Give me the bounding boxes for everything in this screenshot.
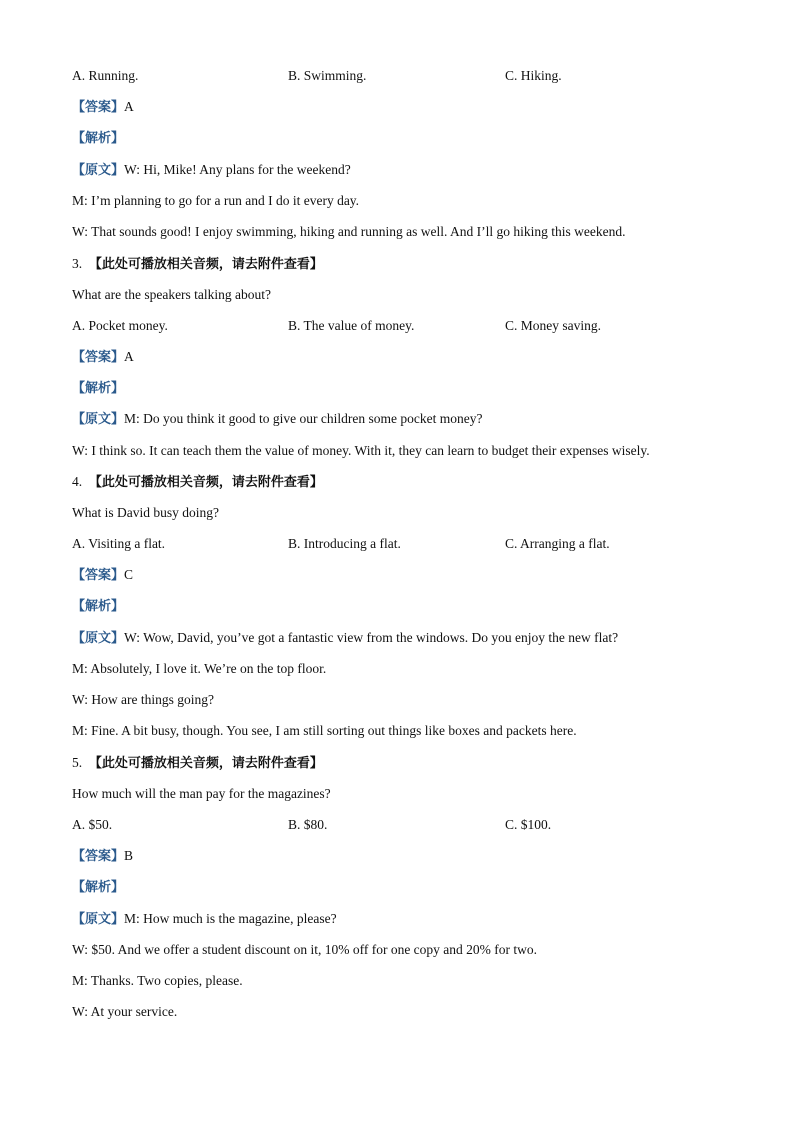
q3-analysis [72, 379, 124, 398]
q3-answer-value: A [124, 349, 134, 364]
q3-number: 3. [72, 256, 83, 271]
q5-transcript-line: W: $50. And we offer a student discount on it, 10% off for one copy and 20% for two. [72, 942, 538, 957]
analysis-label: 【解析】 [72, 599, 125, 614]
answer-label: 【答案】 [72, 100, 125, 115]
q4-number: 4. [72, 474, 83, 489]
q5-answer-value: B [124, 848, 134, 863]
q3-transcript-line [72, 410, 482, 429]
answer-label: 【答案】 [72, 849, 125, 864]
q3-option-a: A. Pocket money. [72, 318, 168, 333]
q3-transcript-line: W: I think so. It can teach them the value of money. With it, they can learn to budget their expenses wisely. [72, 443, 650, 458]
q4-transcript-line: M: Absolutely, I love it. We’re on the top floor. [72, 661, 327, 676]
q2-option-c: C. Hiking. [505, 68, 562, 83]
q2-transcript-line: W: That sounds good! I enjoy swimming, hiking and running as well. And I’ll go hiking this weekend. [72, 224, 626, 239]
q4-transcript-line: W: How are things going? [72, 692, 214, 707]
q2-answer-value: A [124, 99, 134, 114]
q5-option-c: C. $100. [505, 817, 552, 832]
q3-answer [72, 348, 134, 367]
audio-note: 【此处可播放相关音频，请去附件查看】 [88, 257, 323, 272]
q4-analysis [72, 597, 124, 616]
q5-option-b: B. $80. [288, 817, 328, 832]
original-label: 【原文】 [72, 163, 125, 178]
q4-header [72, 473, 323, 492]
original-label: 【原文】 [72, 631, 125, 646]
audio-note: 【此处可播放相关音频，请去附件查看】 [88, 756, 323, 771]
q3-header [72, 255, 323, 274]
transcript-text: M: Do you think it good to give our children some pocket money? [124, 411, 483, 426]
q2-transcript-line: M: I’m planning to go for a run and I do it every day. [72, 193, 360, 208]
q4-answer-value: C [124, 567, 134, 582]
transcript-text: W: Hi, Mike! Any plans for the weekend? [124, 162, 351, 177]
q5-transcript-line [72, 910, 337, 929]
q2-option-b: B. Swimming. [288, 68, 367, 83]
analysis-label: 【解析】 [72, 131, 125, 146]
answer-label: 【答案】 [72, 350, 125, 365]
q2-option-a: A. Running. [72, 68, 139, 83]
q5-header [72, 754, 323, 773]
q4-option-b: B. Introducing a flat. [288, 536, 401, 551]
q5-transcript-line: M: Thanks. Two copies, please. [72, 973, 243, 988]
q4-option-a: A. Visiting a flat. [72, 536, 166, 551]
q4-option-c: C. Arranging a flat. [505, 536, 610, 551]
q3-option-c: C. Money saving. [505, 318, 601, 333]
q5-analysis [72, 878, 124, 897]
q5-option-a: A. $50. [72, 817, 113, 832]
q4-question: What is David busy doing? [72, 505, 219, 520]
answer-label: 【答案】 [72, 568, 125, 583]
original-label: 【原文】 [72, 412, 125, 427]
original-label: 【原文】 [72, 912, 125, 927]
analysis-label: 【解析】 [72, 381, 125, 396]
transcript-text: W: Wow, David, you’ve got a fantastic view from the windows. Do you enjoy the new flat? [124, 630, 619, 645]
q4-transcript-line: M: Fine. A bit busy, though. You see, I am still sorting out things like boxes and packets here. [72, 723, 577, 738]
q2-transcript-line [72, 161, 351, 180]
q4-transcript-line [72, 629, 618, 648]
audio-note: 【此处可播放相关音频，请去附件查看】 [88, 475, 323, 490]
q5-answer [72, 847, 133, 866]
q5-number: 5. [72, 755, 83, 770]
analysis-label: 【解析】 [72, 880, 125, 895]
q4-answer [72, 566, 133, 585]
transcript-text: M: How much is the magazine, please? [124, 911, 337, 926]
q2-analysis [72, 129, 124, 148]
q2-answer [72, 98, 134, 117]
q3-option-b: B. The value of money. [288, 318, 415, 333]
q5-transcript-line: W: At your service. [72, 1004, 178, 1019]
q5-question: How much will the man pay for the magazines? [72, 786, 331, 801]
q3-question: What are the speakers talking about? [72, 287, 272, 302]
